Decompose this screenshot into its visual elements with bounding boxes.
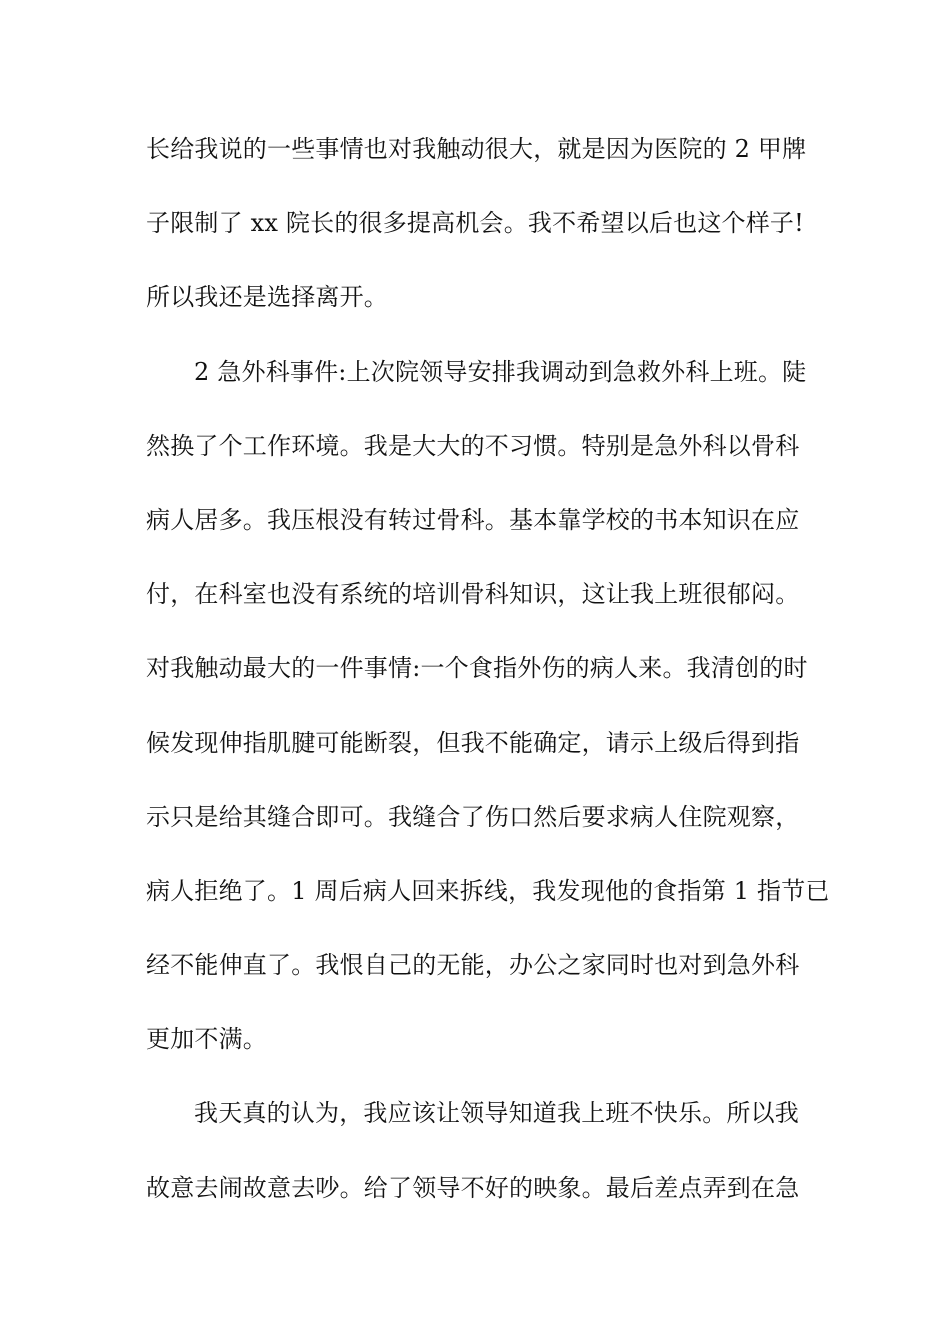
text-line-10: 示只是给其缝合即可。我缝合了伤口然后要求病人住院观察， xyxy=(146,802,800,831)
text-line-8: 对我触动最大的一件事情:一个食指外伤的病人来。我清创的时 xyxy=(146,654,808,683)
text-line-5: 然换了个工作环境。我是大大的不习惯。特别是急外科以骨科 xyxy=(146,431,800,460)
text-line-3: 所以我还是选择离开。 xyxy=(146,283,388,312)
text-line-9: 候发现伸指肌腱可能断裂，但我不能确定，请示上级后得到指 xyxy=(146,728,800,757)
text-line-12: 经不能伸直了。我恨自己的无能，办公之家同时也对到急外科 xyxy=(146,951,800,980)
text-line-2: 子限制了 xx 院长的很多提高机会。我不希望以后也这个样子! xyxy=(146,209,804,238)
text-line-4: 2 急外科事件:上次院领导安排我调动到急救外科上班。陡 xyxy=(194,357,807,386)
text-line-11: 病人拒绝了。1 周后病人回来拆线，我发现他的食指第 1 指节已 xyxy=(146,876,830,905)
text-line-13: 更加不满。 xyxy=(146,1025,267,1054)
text-line-15: 故意去闹故意去吵。给了领导不好的映象。最后差点弄到在急 xyxy=(146,1173,800,1202)
text-line-1: 长给我说的一些事情也对我触动很大，就是因为医院的 2 甲牌 xyxy=(146,135,807,163)
text-line-7: 付，在科室也没有系统的培训骨科知识，这让我上班很郁闷。 xyxy=(146,580,800,609)
text-line-14: 我天真的认为，我应该让领导知道我上班不快乐。所以我 xyxy=(194,1099,799,1128)
document-body xyxy=(146,123,830,1236)
text-line-6: 病人居多。我压根没有转过骨科。基本靠学校的书本知识在应 xyxy=(146,505,800,534)
